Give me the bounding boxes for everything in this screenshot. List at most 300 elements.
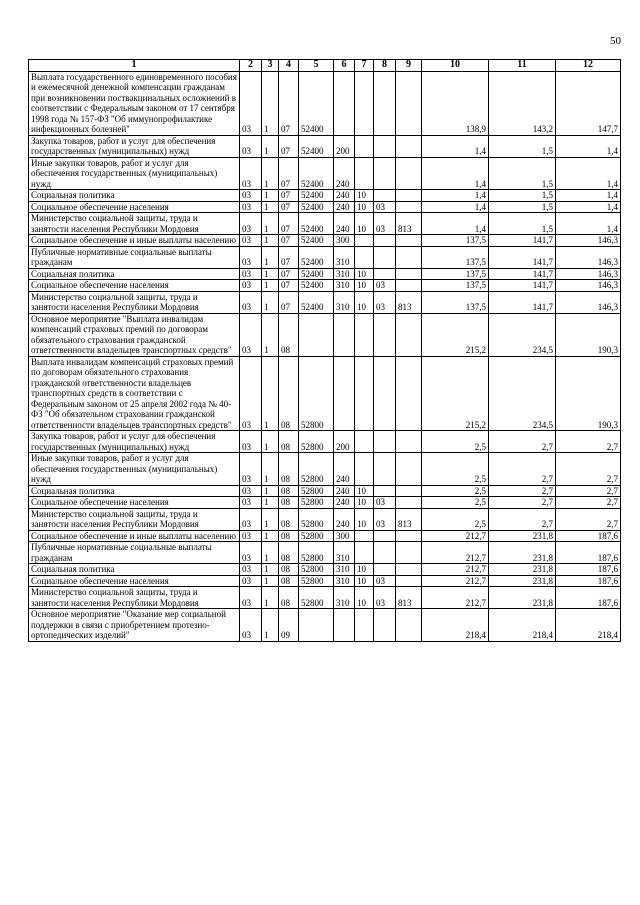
value-cell: 2,5 [422,485,489,497]
code-cell [396,609,422,642]
code-cell: 300 [334,530,355,542]
value-cell: 215,2 [422,356,489,431]
value-cell: 187,6 [556,575,621,587]
code-cell [355,609,374,642]
value-cell: 2,7 [556,453,621,486]
code-cell [355,431,374,453]
code-cell [374,609,396,642]
code-cell: 10 [355,280,374,292]
code-cell: 03 [374,291,396,313]
code-cell: 03 [240,190,262,202]
code-cell: 310 [334,280,355,292]
code-cell [355,157,374,190]
row-name-cell: Социальное обеспечение населения [29,201,240,213]
code-cell: 52800 [299,530,334,542]
code-cell: 07 [279,246,299,268]
value-cell: 138,9 [422,71,489,135]
code-cell: 10 [355,485,374,497]
row-name-cell: Выплата инвалидам компенсаций страховых премий по договорам обязательного страхования гражданской ответственности владельцев транспортных средств в соответствии с Федеральным законом от 25 апреля 2002 года № 40-ФЗ "Об обязательном страховании гражданской ответственности владельцев транспортных средств" [29,356,240,431]
header-cell: 1 [29,60,240,72]
code-cell: 07 [279,135,299,157]
row-name-cell: Министерство социальной защиты, труда и занятости населения Республики Мордовия [29,508,240,530]
value-cell: 231,8 [489,542,556,564]
code-cell: 08 [279,508,299,530]
code-cell: 240 [334,157,355,190]
value-cell: 1,5 [489,190,556,202]
value-cell: 1,4 [556,190,621,202]
value-cell: 212,7 [422,530,489,542]
code-cell: 1 [262,575,279,587]
code-cell [334,609,355,642]
code-cell: 03 [240,587,262,609]
code-cell: 03 [240,157,262,190]
code-cell: 813 [396,213,422,235]
code-cell: 03 [240,135,262,157]
code-cell: 03 [240,291,262,313]
code-cell: 1 [262,71,279,135]
code-cell: 08 [279,356,299,431]
header-cell: 2 [240,60,262,72]
code-cell [396,268,422,280]
table-row [29,71,621,135]
code-cell: 03 [240,575,262,587]
header-cell: 12 [556,60,621,72]
code-cell: 10 [355,190,374,202]
code-cell [396,313,422,356]
code-cell: 52800 [299,356,334,431]
code-cell: 1 [262,291,279,313]
code-cell: 07 [279,201,299,213]
code-cell [374,453,396,486]
code-cell: 10 [355,268,374,280]
value-cell: 2,5 [422,453,489,486]
code-cell: 1 [262,530,279,542]
code-cell: 1 [262,609,279,642]
code-cell: 08 [279,485,299,497]
code-cell: 240 [334,201,355,213]
code-cell: 10 [355,508,374,530]
code-cell: 52400 [299,235,334,247]
row-name-cell: Выплата государственного единовременного пособия и ежемесячной денежной компенсации гражданам при возникновении поствакцинальных осложнений в соответствии с Федеральным законом от 17 сентября 1998 года № 157-ФЗ "Об иммунопрофилактике инфекционных болезней" [29,71,240,135]
code-cell: 08 [279,587,299,609]
code-cell: 52400 [299,201,334,213]
code-cell [355,246,374,268]
table-row [29,542,621,564]
code-cell: 1 [262,235,279,247]
header-cell: 9 [396,60,422,72]
code-cell: 1 [262,564,279,576]
value-cell: 147,7 [556,71,621,135]
code-cell: 08 [279,431,299,453]
code-cell: 813 [396,291,422,313]
code-cell [334,71,355,135]
value-cell: 1,5 [489,157,556,190]
code-cell: 240 [334,190,355,202]
value-cell: 218,4 [556,609,621,642]
row-name-cell: Министерство социальной защиты, труда и занятости населения Республики Мордовия [29,291,240,313]
code-cell: 1 [262,431,279,453]
code-cell [396,485,422,497]
code-cell [396,431,422,453]
code-cell: 240 [334,508,355,530]
code-cell: 03 [374,508,396,530]
table-row [29,280,621,292]
code-cell: 52800 [299,564,334,576]
code-cell: 1 [262,497,279,509]
budget-table [28,59,621,642]
value-cell: 141,7 [489,235,556,247]
code-cell [355,356,374,431]
value-cell: 1,4 [422,213,489,235]
code-cell: 1 [262,313,279,356]
row-name-cell: Публичные нормативные социальные выплаты гражданам [29,246,240,268]
code-cell: 1 [262,135,279,157]
header-cell: 7 [355,60,374,72]
code-cell: 52400 [299,268,334,280]
row-name-cell: Социальная политика [29,190,240,202]
code-cell: 1 [262,508,279,530]
value-cell: 218,4 [489,609,556,642]
value-cell: 212,7 [422,564,489,576]
code-cell: 03 [240,280,262,292]
value-cell: 141,7 [489,291,556,313]
code-cell [396,564,422,576]
value-cell: 2,5 [422,497,489,509]
code-cell: 813 [396,587,422,609]
code-cell: 07 [279,157,299,190]
code-cell: 1 [262,453,279,486]
code-cell: 52400 [299,280,334,292]
code-cell: 08 [279,453,299,486]
code-cell [396,497,422,509]
code-cell: 52800 [299,542,334,564]
code-cell: 52800 [299,485,334,497]
value-cell: 137,5 [422,280,489,292]
code-cell [355,453,374,486]
code-cell: 03 [374,587,396,609]
row-name-cell: Закупка товаров, работ и услуг для обеспечения государственных (муниципальных) нужд [29,431,240,453]
value-cell: 2,7 [489,497,556,509]
code-cell: 52400 [299,71,334,135]
code-cell: 1 [262,268,279,280]
code-cell: 52400 [299,246,334,268]
code-cell [374,431,396,453]
value-cell: 234,5 [489,313,556,356]
code-cell [355,235,374,247]
value-cell: 218,4 [422,609,489,642]
table-row [29,356,621,431]
table-header-row [29,60,621,72]
code-cell [396,542,422,564]
row-name-cell: Социальное обеспечение и иные выплаты населению [29,530,240,542]
row-name-cell: Социальная политика [29,564,240,576]
value-cell: 146,3 [556,246,621,268]
code-cell: 10 [355,291,374,313]
value-cell: 187,6 [556,564,621,576]
code-cell: 10 [355,587,374,609]
code-cell: 1 [262,280,279,292]
value-cell: 2,7 [489,453,556,486]
code-cell [334,313,355,356]
code-cell: 03 [240,485,262,497]
value-cell: 231,8 [489,587,556,609]
code-cell: 310 [334,564,355,576]
value-cell: 231,8 [489,575,556,587]
code-cell: 08 [279,542,299,564]
code-cell: 52400 [299,135,334,157]
value-cell: 212,7 [422,542,489,564]
code-cell: 52400 [299,190,334,202]
code-cell: 07 [279,268,299,280]
value-cell: 1,5 [489,213,556,235]
table-row [29,313,621,356]
code-cell [334,356,355,431]
value-cell: 2,5 [422,431,489,453]
table-row [29,157,621,190]
code-cell: 240 [334,213,355,235]
code-cell [355,313,374,356]
value-cell: 2,5 [422,508,489,530]
code-cell: 240 [334,485,355,497]
value-cell: 137,5 [422,246,489,268]
row-name-cell: Закупка товаров, работ и услуг для обеспечения государственных (муниципальных) нужд [29,135,240,157]
code-cell [374,485,396,497]
code-cell: 310 [334,246,355,268]
code-cell [374,313,396,356]
code-cell: 1 [262,201,279,213]
code-cell [396,575,422,587]
table-row [29,575,621,587]
value-cell: 215,2 [422,313,489,356]
code-cell: 07 [279,71,299,135]
code-cell: 310 [334,575,355,587]
table-row [29,201,621,213]
row-name-cell: Социальная политика [29,268,240,280]
value-cell: 2,7 [489,508,556,530]
code-cell: 10 [355,213,374,235]
table-row [29,530,621,542]
code-cell: 1 [262,485,279,497]
code-cell [396,280,422,292]
code-cell: 03 [374,280,396,292]
code-cell: 813 [396,508,422,530]
code-cell: 52800 [299,508,334,530]
code-cell [374,530,396,542]
value-cell: 2,7 [556,431,621,453]
row-name-cell: Социальное обеспечение и иные выплаты населению [29,235,240,247]
value-cell: 1,4 [422,135,489,157]
code-cell: 1 [262,587,279,609]
code-cell: 03 [240,564,262,576]
code-cell [396,530,422,542]
header-cell: 4 [279,60,299,72]
code-cell: 07 [279,280,299,292]
code-cell [374,356,396,431]
code-cell: 52800 [299,453,334,486]
table-row [29,135,621,157]
code-cell: 10 [355,575,374,587]
value-cell: 143,2 [489,71,556,135]
code-cell: 10 [355,497,374,509]
row-name-cell: Социальное обеспечение населения [29,575,240,587]
code-cell: 10 [355,201,374,213]
value-cell: 234,5 [489,356,556,431]
code-cell: 08 [279,313,299,356]
code-cell: 1 [262,356,279,431]
value-cell: 190,3 [556,313,621,356]
code-cell [396,453,422,486]
code-cell: 09 [279,609,299,642]
row-name-cell: Министерство социальной защиты, труда и занятости населения Республики Мордовия [29,213,240,235]
value-cell: 1,4 [422,190,489,202]
code-cell: 1 [262,190,279,202]
value-cell: 1,4 [556,157,621,190]
code-cell [396,135,422,157]
code-cell: 10 [355,564,374,576]
code-cell: 08 [279,497,299,509]
code-cell: 07 [279,190,299,202]
code-cell [355,135,374,157]
code-cell: 03 [240,313,262,356]
code-cell: 52800 [299,497,334,509]
value-cell: 141,7 [489,268,556,280]
table-row [29,609,621,642]
code-cell: 03 [240,609,262,642]
row-name-cell: Социальное обеспечение населения [29,280,240,292]
value-cell: 187,6 [556,587,621,609]
row-name-cell: Министерство социальной защиты, труда и занятости населения Республики Мордовия [29,587,240,609]
code-cell [374,157,396,190]
row-name-cell: Социальное обеспечение населения [29,497,240,509]
table-row [29,190,621,202]
code-cell [374,246,396,268]
value-cell: 137,5 [422,235,489,247]
value-cell: 1,4 [556,213,621,235]
value-cell: 231,8 [489,564,556,576]
table-row [29,246,621,268]
value-cell: 141,7 [489,246,556,268]
table-row [29,235,621,247]
code-cell: 03 [240,201,262,213]
code-cell: 310 [334,542,355,564]
code-cell: 200 [334,431,355,453]
code-cell [374,564,396,576]
code-cell [374,71,396,135]
value-cell: 137,5 [422,268,489,280]
code-cell: 03 [374,497,396,509]
row-name-cell: Социальная политика [29,485,240,497]
value-cell: 2,7 [556,485,621,497]
code-cell: 03 [240,356,262,431]
code-cell: 52400 [299,157,334,190]
code-cell [396,246,422,268]
header-cell: 6 [334,60,355,72]
page-number: 50 [610,35,621,47]
table-row [29,485,621,497]
code-cell: 08 [279,530,299,542]
code-cell [355,542,374,564]
table-row [29,564,621,576]
code-cell: 03 [240,453,262,486]
value-cell: 187,6 [556,530,621,542]
code-cell: 310 [334,268,355,280]
code-cell: 03 [240,235,262,247]
code-cell: 200 [334,135,355,157]
code-cell: 03 [240,542,262,564]
value-cell: 146,3 [556,280,621,292]
code-cell: 07 [279,213,299,235]
code-cell: 03 [240,508,262,530]
code-cell: 1 [262,213,279,235]
code-cell: 03 [240,530,262,542]
code-cell: 240 [334,453,355,486]
code-cell: 1 [262,542,279,564]
code-cell [374,190,396,202]
value-cell: 146,3 [556,291,621,313]
value-cell: 1,4 [556,201,621,213]
code-cell: 03 [240,71,262,135]
code-cell: 03 [240,431,262,453]
value-cell: 2,7 [556,508,621,530]
value-cell: 212,7 [422,587,489,609]
value-cell: 187,6 [556,542,621,564]
table-row [29,291,621,313]
header-cell: 10 [422,60,489,72]
value-cell: 2,7 [489,431,556,453]
code-cell [299,313,334,356]
code-cell: 03 [240,246,262,268]
row-name-cell: Основное мероприятие "Выплата инвалидам компенсаций страховых премий по договорам обязательного страхования гражданской ответственности владельцев транспортных средств" [29,313,240,356]
code-cell [355,71,374,135]
code-cell [299,609,334,642]
value-cell: 137,5 [422,291,489,313]
header-cell: 11 [489,60,556,72]
value-cell: 1,4 [556,135,621,157]
code-cell: 1 [262,246,279,268]
code-cell [374,542,396,564]
code-cell [396,201,422,213]
code-cell: 03 [374,575,396,587]
value-cell: 1,5 [489,201,556,213]
code-cell [374,135,396,157]
value-cell: 231,8 [489,530,556,542]
value-cell: 146,3 [556,235,621,247]
row-name-cell: Иные закупки товаров, работ и услуг для обеспечения государственных (муниципальных) нужд [29,157,240,190]
code-cell: 300 [334,235,355,247]
code-cell [374,268,396,280]
code-cell: 03 [240,213,262,235]
value-cell: 146,3 [556,268,621,280]
code-cell: 03 [240,268,262,280]
code-cell [396,190,422,202]
code-cell [396,71,422,135]
code-cell: 08 [279,575,299,587]
code-cell [396,235,422,247]
table-row [29,268,621,280]
header-cell: 8 [374,60,396,72]
value-cell: 141,7 [489,280,556,292]
value-cell: 212,7 [422,575,489,587]
table-row [29,431,621,453]
code-cell: 1 [262,157,279,190]
row-name-cell: Публичные нормативные социальные выплаты гражданам [29,542,240,564]
table-row [29,508,621,530]
value-cell: 190,3 [556,356,621,431]
code-cell: 52800 [299,575,334,587]
code-cell [355,530,374,542]
code-cell: 52400 [299,213,334,235]
code-cell: 08 [279,564,299,576]
